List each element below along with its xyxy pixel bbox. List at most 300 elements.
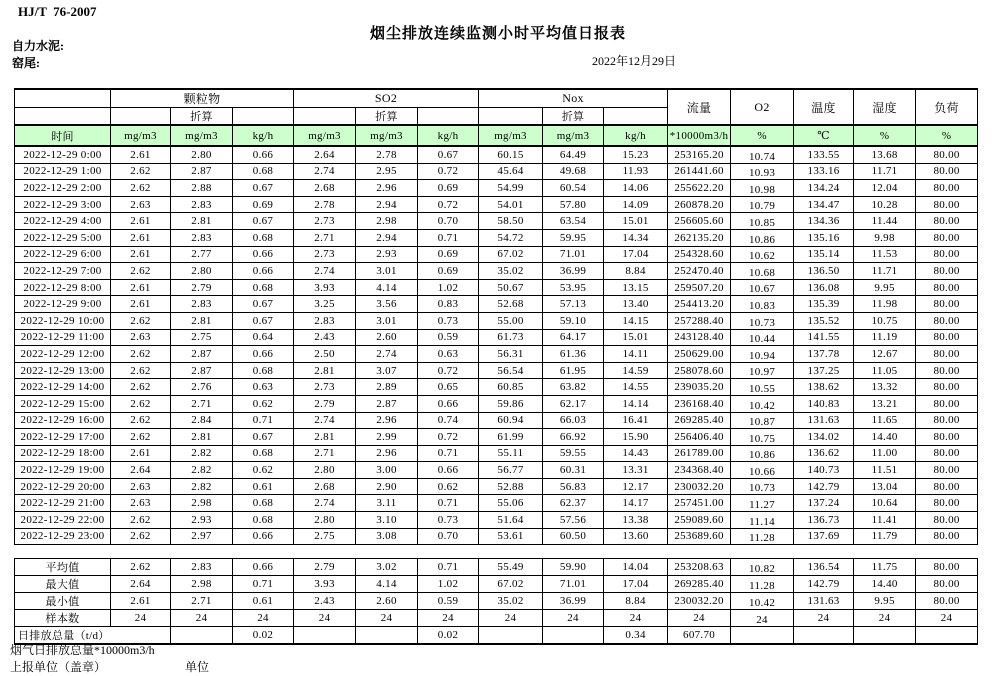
value-cell: 60.85 [479, 379, 543, 396]
value-cell: 80.00 [916, 528, 978, 545]
value-cell: 10.68 [731, 263, 794, 280]
value-cell: 56.31 [479, 346, 543, 363]
value-cell: 11.28 [731, 528, 794, 545]
value-cell: 2.61 [111, 279, 171, 296]
value-cell: 0.69 [233, 196, 294, 213]
unit-cell: mg/m3 [111, 125, 171, 146]
summary-value-cell: 253208.63 [668, 559, 731, 576]
summary-value-cell: 71.01 [543, 576, 604, 593]
value-cell: 80.00 [916, 296, 978, 313]
header-group-flow: 流量 [668, 89, 731, 125]
value-cell: 49.68 [543, 163, 604, 180]
value-cell: 0.83 [418, 296, 479, 313]
value-cell: 0.62 [233, 395, 294, 412]
value-cell: 11.98 [854, 296, 916, 313]
value-cell: 13.60 [604, 528, 668, 545]
value-cell: 14.17 [604, 495, 668, 512]
summary-value-cell: 2.71 [171, 593, 233, 610]
value-cell: 2.68 [294, 478, 356, 495]
summary-label-cell: 样本数 [15, 610, 111, 627]
time-cell: 2022-12-29 19:00 [15, 462, 111, 479]
value-cell: 0.69 [418, 180, 479, 197]
value-cell: 60.31 [543, 462, 604, 479]
value-cell: 2.90 [356, 478, 418, 495]
summary-value-cell: 24 [731, 610, 794, 627]
summary-value-cell: 0.59 [418, 593, 479, 610]
value-cell: 71.01 [543, 246, 604, 263]
time-cell: 2022-12-29 0:00 [15, 146, 111, 163]
unit-cell: mg/m3 [479, 125, 543, 146]
value-cell: 134.02 [794, 429, 854, 446]
summary-value-cell: 9.95 [854, 593, 916, 610]
value-cell: 53.61 [479, 528, 543, 545]
value-cell: 2.83 [171, 196, 233, 213]
value-cell: 133.55 [794, 146, 854, 163]
value-cell: 54.01 [479, 196, 543, 213]
value-cell: 0.74 [418, 412, 479, 429]
value-cell: 13.40 [604, 296, 668, 313]
summary-value-cell: 14.04 [604, 559, 668, 576]
summary-value-cell: 24 [668, 610, 731, 627]
value-cell: 135.39 [794, 296, 854, 313]
hour-row [15, 445, 978, 462]
value-cell: 59.86 [479, 395, 543, 412]
value-cell: 14.09 [604, 196, 668, 213]
total-value-cell: 0.02 [418, 627, 479, 645]
value-cell: 2.93 [171, 512, 233, 529]
value-cell: 2.75 [171, 329, 233, 346]
value-cell: 64.49 [543, 146, 604, 163]
summary-value-cell: 24 [171, 610, 233, 627]
value-cell: 10.75 [731, 429, 794, 446]
company-name: 自力水泥: [12, 39, 64, 53]
header-blank-cell [418, 108, 479, 126]
value-cell: 250629.00 [668, 346, 731, 363]
value-cell: 13.68 [854, 146, 916, 163]
value-cell: 0.61 [233, 478, 294, 495]
header-blank-cell [111, 108, 171, 126]
value-cell: 2.98 [171, 495, 233, 512]
value-cell: 2.64 [111, 462, 171, 479]
summary-value-cell: 0.71 [418, 559, 479, 576]
value-cell: 53.95 [543, 279, 604, 296]
value-cell: 15.90 [604, 429, 668, 446]
value-cell: 14.14 [604, 395, 668, 412]
flue-gas-total-note: 烟气日排放总量*10000m3/h [10, 643, 155, 657]
value-cell: 2.96 [356, 180, 418, 197]
summary-value-cell: 3.02 [356, 559, 418, 576]
total-value-cell [794, 627, 854, 645]
unit-cell: % [916, 125, 978, 146]
value-cell: 0.72 [418, 163, 479, 180]
hour-row [15, 229, 978, 246]
value-cell: 3.07 [356, 362, 418, 379]
value-cell: 0.73 [418, 312, 479, 329]
value-cell: 56.77 [479, 462, 543, 479]
value-cell: 2.78 [294, 196, 356, 213]
value-cell: 52.68 [479, 296, 543, 313]
value-cell: 2.79 [171, 279, 233, 296]
summary-value-cell: 230032.20 [668, 593, 731, 610]
value-cell: 13.38 [604, 512, 668, 529]
value-cell: 54.99 [479, 180, 543, 197]
hour-row [15, 412, 978, 429]
value-cell: 58.50 [479, 213, 543, 230]
value-cell: 2.82 [171, 462, 233, 479]
value-cell: 2.74 [294, 495, 356, 512]
value-cell: 259507.20 [668, 279, 731, 296]
value-cell: 2.77 [171, 246, 233, 263]
value-cell: 10.55 [731, 379, 794, 396]
summary-value-cell: 10.42 [731, 593, 794, 610]
summary-value-cell: 131.63 [794, 593, 854, 610]
hour-row [15, 495, 978, 512]
header-blank-cell [15, 108, 111, 126]
table-body [15, 146, 978, 644]
value-cell: 10.42 [731, 395, 794, 412]
value-cell: 3.10 [356, 512, 418, 529]
value-cell: 256406.40 [668, 429, 731, 446]
value-cell: 2.81 [294, 429, 356, 446]
value-cell: 0.68 [233, 445, 294, 462]
value-cell: 2.88 [171, 180, 233, 197]
value-cell: 10.93 [731, 163, 794, 180]
value-cell: 60.15 [479, 146, 543, 163]
value-cell: 11.53 [854, 246, 916, 263]
value-cell: 14.59 [604, 362, 668, 379]
summary-label-cell: 最大值 [15, 576, 111, 593]
spacer-row [15, 545, 978, 559]
summary-value-cell: 24 [356, 610, 418, 627]
value-cell: 2.87 [356, 395, 418, 412]
value-cell: 234368.40 [668, 462, 731, 479]
value-cell: 2.62 [111, 263, 171, 280]
value-cell: 2.61 [111, 229, 171, 246]
value-cell: 80.00 [916, 429, 978, 446]
value-cell: 135.52 [794, 312, 854, 329]
value-cell: 80.00 [916, 462, 978, 479]
value-cell: 9.95 [854, 279, 916, 296]
value-cell: 0.67 [233, 429, 294, 446]
value-cell: 17.04 [604, 246, 668, 263]
value-cell: 2.81 [171, 429, 233, 446]
value-cell: 259089.60 [668, 512, 731, 529]
value-cell: 80.00 [916, 412, 978, 429]
total-label-cell: 日排放总量（t/d） [15, 627, 171, 645]
value-cell: 63.54 [543, 213, 604, 230]
header-converted-pm: 折算 [171, 108, 233, 126]
time-cell: 2022-12-29 7:00 [15, 263, 111, 280]
summary-value-cell: 80.00 [916, 576, 978, 593]
value-cell: 134.47 [794, 196, 854, 213]
time-cell: 2022-12-29 20:00 [15, 478, 111, 495]
unit-label: 单位 [185, 660, 210, 674]
value-cell: 0.66 [233, 246, 294, 263]
value-cell: 0.73 [418, 512, 479, 529]
summary-value-cell: 36.99 [543, 593, 604, 610]
value-cell: 254328.60 [668, 246, 731, 263]
summary-value-cell: 3.93 [294, 576, 356, 593]
value-cell: 60.50 [543, 528, 604, 545]
value-cell: 3.56 [356, 296, 418, 313]
value-cell: 2.62 [111, 412, 171, 429]
report-table [14, 88, 978, 645]
value-cell: 80.00 [916, 395, 978, 412]
value-cell: 2.80 [171, 263, 233, 280]
value-cell: 2.62 [111, 163, 171, 180]
value-cell: 56.83 [543, 478, 604, 495]
value-cell: 2.75 [294, 528, 356, 545]
value-cell: 11.41 [854, 512, 916, 529]
value-cell: 256605.60 [668, 213, 731, 230]
value-cell: 2.62 [111, 312, 171, 329]
total-value-cell [916, 627, 978, 645]
value-cell: 2.96 [356, 412, 418, 429]
hour-row [15, 312, 978, 329]
summary-value-cell: 24 [916, 610, 978, 627]
standard-code: HJ/T 76-2007 [18, 4, 97, 19]
value-cell: 2.87 [171, 346, 233, 363]
value-cell: 3.11 [356, 495, 418, 512]
value-cell: 2.63 [111, 495, 171, 512]
value-cell: 10.73 [731, 478, 794, 495]
summary-value-cell: 11.28 [731, 576, 794, 593]
summary-value-cell: 8.84 [604, 593, 668, 610]
value-cell: 2.71 [171, 395, 233, 412]
time-cell: 2022-12-29 16:00 [15, 412, 111, 429]
value-cell: 135.14 [794, 246, 854, 263]
value-cell: 10.67 [731, 279, 794, 296]
value-cell: 50.67 [479, 279, 543, 296]
value-cell: 257451.00 [668, 495, 731, 512]
total-value-cell [543, 627, 604, 645]
summary-value-cell: 0.71 [233, 576, 294, 593]
value-cell: 2.64 [294, 146, 356, 163]
value-cell: 136.50 [794, 263, 854, 280]
value-cell: 136.62 [794, 445, 854, 462]
value-cell: 136.73 [794, 512, 854, 529]
hour-row [15, 246, 978, 263]
value-cell: 254413.20 [668, 296, 731, 313]
time-cell: 2022-12-29 18:00 [15, 445, 111, 462]
value-cell: 80.00 [916, 163, 978, 180]
value-cell: 10.87 [731, 412, 794, 429]
value-cell: 2.83 [171, 229, 233, 246]
value-cell: 10.83 [731, 296, 794, 313]
time-cell: 2022-12-29 6:00 [15, 246, 111, 263]
value-cell: 258078.60 [668, 362, 731, 379]
value-cell: 0.68 [233, 512, 294, 529]
time-cell: 2022-12-29 15:00 [15, 395, 111, 412]
value-cell: 0.66 [233, 263, 294, 280]
value-cell: 0.68 [233, 495, 294, 512]
summary-value-cell: 24 [794, 610, 854, 627]
value-cell: 2.62 [111, 395, 171, 412]
value-cell: 14.15 [604, 312, 668, 329]
value-cell: 15.01 [604, 213, 668, 230]
value-cell: 57.80 [543, 196, 604, 213]
value-cell: 2.97 [171, 528, 233, 545]
value-cell: 2.94 [356, 196, 418, 213]
value-cell: 10.79 [731, 196, 794, 213]
time-cell: 2022-12-29 23:00 [15, 528, 111, 545]
value-cell: 2.99 [356, 429, 418, 446]
summary-value-cell: 59.90 [543, 559, 604, 576]
value-cell: 0.72 [418, 429, 479, 446]
value-cell: 12.67 [854, 346, 916, 363]
summary-row [15, 559, 978, 576]
value-cell: 14.06 [604, 180, 668, 197]
summary-value-cell: 0.61 [233, 593, 294, 610]
value-cell: 2.71 [294, 445, 356, 462]
value-cell: 0.72 [418, 196, 479, 213]
value-cell: 2.68 [294, 180, 356, 197]
summary-value-cell: 2.83 [171, 559, 233, 576]
value-cell: 2.76 [171, 379, 233, 396]
value-cell: 66.92 [543, 429, 604, 446]
time-cell: 2022-12-29 22:00 [15, 512, 111, 529]
value-cell: 11.05 [854, 362, 916, 379]
time-cell: 2022-12-29 8:00 [15, 279, 111, 296]
hour-row [15, 528, 978, 545]
header-blank-cell [479, 108, 543, 126]
value-cell: 261789.00 [668, 445, 731, 462]
value-cell: 262135.20 [668, 229, 731, 246]
value-cell: 2.81 [171, 312, 233, 329]
hour-row [15, 346, 978, 363]
total-value-cell [854, 627, 916, 645]
summary-value-cell: 80.00 [916, 559, 978, 576]
time-cell: 2022-12-29 17:00 [15, 429, 111, 446]
value-cell: 252470.40 [668, 263, 731, 280]
value-cell: 10.74 [731, 146, 794, 163]
summary-label-cell: 最小值 [15, 593, 111, 610]
value-cell: 15.23 [604, 146, 668, 163]
value-cell: 3.25 [294, 296, 356, 313]
header-group-nox: Nox [479, 89, 668, 108]
unit-cell: mg/m3 [171, 125, 233, 146]
value-cell: 2.87 [171, 362, 233, 379]
value-cell: 2.83 [171, 296, 233, 313]
value-cell: 131.63 [794, 412, 854, 429]
value-cell: 2.62 [111, 528, 171, 545]
total-value-cell [731, 627, 794, 645]
total-value-cell: 0.34 [604, 627, 668, 645]
value-cell: 0.69 [418, 246, 479, 263]
value-cell: 10.75 [854, 312, 916, 329]
header-converted-nox: 折算 [543, 108, 604, 126]
value-cell: 10.86 [731, 229, 794, 246]
value-cell: 2.95 [356, 163, 418, 180]
value-cell: 11.19 [854, 329, 916, 346]
value-cell: 11.51 [854, 462, 916, 479]
value-cell: 269285.40 [668, 412, 731, 429]
report-date: 2022年12月29日 [592, 54, 677, 68]
value-cell: 0.66 [233, 528, 294, 545]
time-cell: 2022-12-29 5:00 [15, 229, 111, 246]
value-cell: 14.40 [854, 429, 916, 446]
value-cell: 0.62 [418, 478, 479, 495]
value-cell: 137.25 [794, 362, 854, 379]
value-cell: 2.80 [294, 462, 356, 479]
value-cell: 0.68 [233, 279, 294, 296]
value-cell: 62.17 [543, 395, 604, 412]
time-cell: 2022-12-29 1:00 [15, 163, 111, 180]
hour-row [15, 180, 978, 197]
header-blank-cell [294, 108, 356, 126]
time-cell: 2022-12-29 9:00 [15, 296, 111, 313]
value-cell: 2.61 [111, 146, 171, 163]
value-cell: 0.69 [418, 263, 479, 280]
value-cell: 0.71 [418, 445, 479, 462]
value-cell: 64.17 [543, 329, 604, 346]
header-group-row [15, 89, 978, 108]
value-cell: 10.66 [731, 462, 794, 479]
summary-row [15, 576, 978, 593]
value-cell: 59.95 [543, 229, 604, 246]
value-cell: 2.79 [294, 395, 356, 412]
value-cell: 60.54 [543, 180, 604, 197]
summary-label-cell: 平均值 [15, 559, 111, 576]
time-cell: 2022-12-29 21:00 [15, 495, 111, 512]
value-cell: 0.67 [418, 146, 479, 163]
value-cell: 260878.20 [668, 196, 731, 213]
time-cell: 2022-12-29 12:00 [15, 346, 111, 363]
value-cell: 13.15 [604, 279, 668, 296]
time-cell: 2022-12-29 3:00 [15, 196, 111, 213]
value-cell: 2.78 [356, 146, 418, 163]
value-cell: 0.72 [418, 362, 479, 379]
value-cell: 61.99 [479, 429, 543, 446]
value-cell: 8.84 [604, 263, 668, 280]
value-cell: 80.00 [916, 279, 978, 296]
value-cell: 62.37 [543, 495, 604, 512]
value-cell: 11.79 [854, 528, 916, 545]
value-cell: 11.27 [731, 495, 794, 512]
value-cell: 3.93 [294, 279, 356, 296]
hour-row [15, 263, 978, 280]
unit-cell: % [854, 125, 916, 146]
value-cell: 137.69 [794, 528, 854, 545]
time-cell: 2022-12-29 14:00 [15, 379, 111, 396]
header-group-so2: SO2 [294, 89, 479, 108]
hour-row [15, 379, 978, 396]
value-cell: 11.44 [854, 213, 916, 230]
header-blank-cell [15, 89, 111, 108]
value-cell: 10.97 [731, 362, 794, 379]
value-cell: 2.63 [111, 196, 171, 213]
unit-cell: mg/m3 [356, 125, 418, 146]
value-cell: 0.65 [418, 379, 479, 396]
unit-cell: mg/m3 [294, 125, 356, 146]
value-cell: 2.80 [171, 146, 233, 163]
value-cell: 10.85 [731, 213, 794, 230]
value-cell: 3.00 [356, 462, 418, 479]
value-cell: 0.67 [233, 213, 294, 230]
header-group-temp: 温度 [794, 89, 854, 125]
summary-value-cell: 269285.40 [668, 576, 731, 593]
total-value-cell: 607.70 [668, 627, 731, 645]
summary-value-cell: 2.60 [356, 593, 418, 610]
value-cell: 137.24 [794, 495, 854, 512]
header-blank-cell [233, 108, 294, 126]
unit-cell: % [731, 125, 794, 146]
value-cell: 140.73 [794, 462, 854, 479]
value-cell: 80.00 [916, 263, 978, 280]
value-cell: 80.00 [916, 379, 978, 396]
summary-value-cell: 24 [543, 610, 604, 627]
value-cell: 0.63 [418, 346, 479, 363]
